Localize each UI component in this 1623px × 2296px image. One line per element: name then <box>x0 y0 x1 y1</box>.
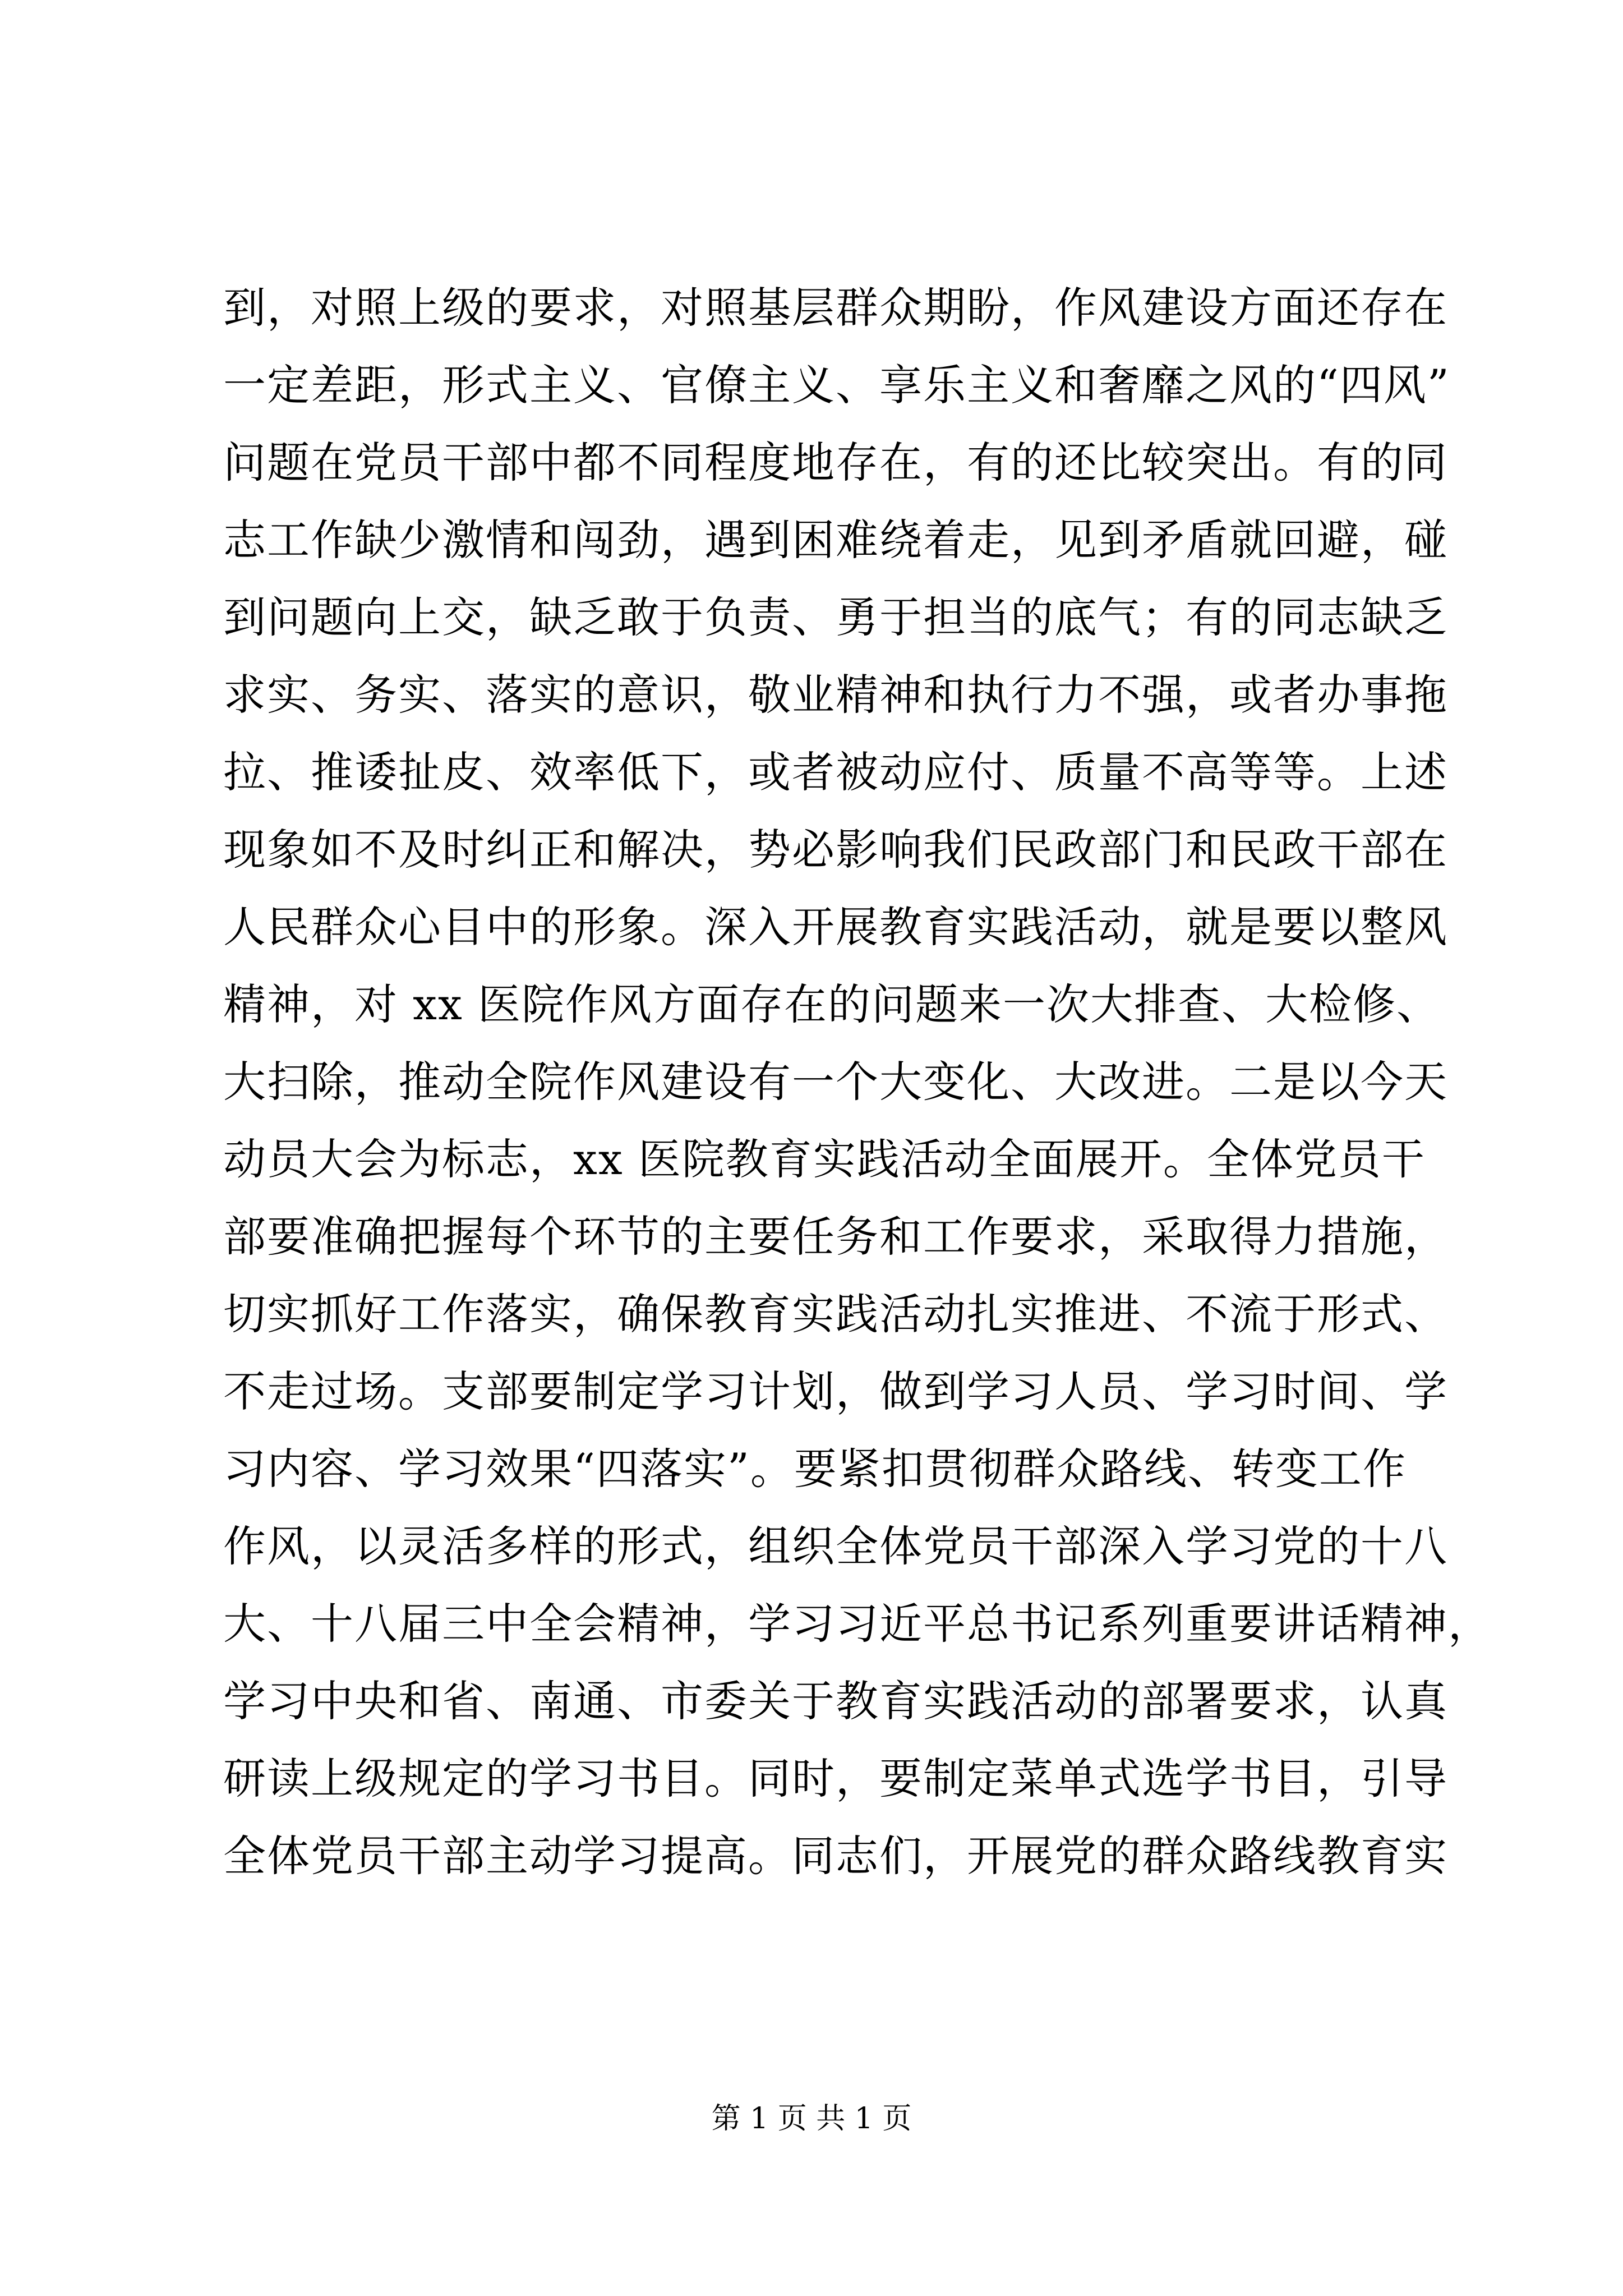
text-line: 不走过场。支部要制定学习计划，做到学习人员、学习时间、学 <box>223 1366 1448 1416</box>
text-line: 学习中央和省、南通、市委关于教育实践活动的部署要求，认真 <box>223 1676 1448 1726</box>
text-line: 求实、务实、落实的意识，敬业精神和执行力不强，或者办事拖 <box>223 670 1448 720</box>
text-line: 人民群众心目中的形象。深入开展教育实践活动，就是要以整风 <box>223 902 1448 952</box>
text-line: 习内容、学习效果“四落实”。要紧扣贯彻群众路线、转变工作 <box>223 1444 1407 1494</box>
text-line: 切实抓好工作落实，确保教育实践活动扎实推进、不流于形式、 <box>223 1289 1448 1339</box>
text-line: 拉、推诿扯皮、效率低下，或者被动应付、质量不高等等。上述 <box>223 747 1448 797</box>
text-line: 研读上级规定的学习书目。同时，要制定菜单式选学书目，引导 <box>223 1754 1448 1803</box>
text-line: 现象如不及时纠正和解决，势必影响我们民政部门和民政干部在 <box>223 825 1448 875</box>
text-line: 大、十八届三中全会精神，学习习近平总书记系列重要讲话精神， <box>223 1599 1492 1649</box>
text-line: 到问题向上交，缺乏敢于负责、勇于担当的底气；有的同志缺乏 <box>223 592 1448 642</box>
text-line: 到，对照上级的要求，对照基层群众期盼，作风建设方面还存在 <box>223 283 1448 333</box>
text-line: 精神，对 xx 医院作风方面存在的问题来一次大排查、大检修、 <box>223 979 1441 1029</box>
text-line: 作风，以灵活多样的形式，组织全体党员干部深入学习党的十八 <box>223 1521 1448 1571</box>
text-line: 一定差距，形式主义、官僚主义、享乐主义和奢靡之风的“四风” <box>223 360 1450 410</box>
text-line: 问题在党员干部中都不同程度地存在，有的还比较突出。有的同 <box>223 438 1448 487</box>
text-line: 大扫除，推动全院作风建设有一个大变化、大改进。二是以今天 <box>223 1057 1448 1107</box>
text-line: 志工作缺少激情和闯劲，遇到困难绕着走，见到矛盾就回避，碰 <box>223 515 1448 565</box>
text-line: 全体党员干部主动学习提高。同志们，开展党的群众路线教育实 <box>223 1831 1448 1881</box>
text-line: 部要准确把握每个环节的主要任务和工作要求，采取得力措施， <box>223 1212 1448 1262</box>
body-text <box>223 269 1492 1895</box>
page-footer: 第 1 页 共 1 页 <box>711 2102 912 2136</box>
text-line: 动员大会为标志，xx 医院教育实践活动全面展开。全体党员干 <box>223 1134 1426 1184</box>
